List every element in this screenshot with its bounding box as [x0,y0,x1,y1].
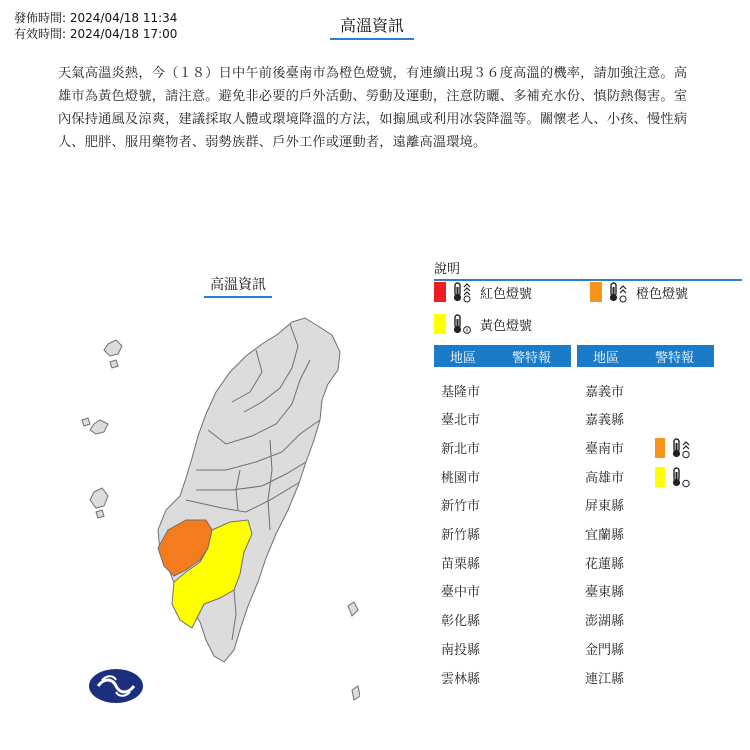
header-region-right: 地區 [593,350,620,366]
map-title: 高溫資訊 [204,274,272,298]
region-name: 苗栗縣 [441,556,481,572]
header-warning: 警特報 [512,350,552,366]
thermometer-yellow-icon [452,313,474,335]
region-name: 金門縣 [585,642,625,658]
cwa-logo [88,668,144,704]
table-row [585,466,624,486]
warning-indicator [655,466,693,488]
region-name: 彰化縣 [441,614,481,630]
description-text: 天氣高溫炎熱，今（１８）日中午前後臺南市為橙色燈號，有連續出現３６度高溫的機率，請加強注意。高雄市為黃色燈號，請注意。避免非必要的戶外活動、勞動及運動，注意防曬、多補充水份、慎防熱傷害。室內保持通風及涼爽，建議採取人體或環境降溫的方法，如搧風或利用冰袋降溫等。關懷老人、小孩、慢性病人、肥胖、服用藥物者、弱勢族群、戶外工作或運動者，遠離高溫環境。 [58,66,688,150]
table-row [441,466,480,486]
valid-time: 有效時間: 2024/04/18 17:00 [14,27,178,41]
thermometer-orange-icon [671,437,693,459]
thermometer-orange-icon [608,281,630,303]
table-row [441,495,480,515]
issued-time: 發佈時間: 2024/04/18 11:34 [14,11,178,25]
table-row [441,552,480,572]
region-name: 桃園市 [441,470,481,486]
legend-yellow-swatch [434,314,446,334]
region-name: 臺南市 [585,441,625,457]
table-row [585,610,624,630]
page-title: 高溫資訊 [330,13,414,40]
table-row [441,581,480,601]
region-name: 連江縣 [585,671,625,687]
region-name: 南投縣 [441,642,481,658]
region-name: 澎湖縣 [585,614,625,630]
header-warning-right: 警特報 [655,350,695,366]
region-name: 花蓮縣 [585,556,625,572]
region-name: 宜蘭縣 [585,528,625,543]
thermometer-yellow-icon [671,466,693,488]
legend-orange-label: 橙色燈號 [636,286,689,302]
region-name: 屏東縣 [585,499,625,515]
table-row [585,638,624,658]
region-name: 臺北市 [441,413,481,429]
region-name: 基隆市 [441,384,481,400]
region-name: 臺中市 [441,585,481,601]
table-row [585,495,624,515]
table-row [441,667,480,687]
table-row [585,437,624,457]
region-name: 新北市 [441,441,481,457]
table-header-left [434,345,571,367]
warning-indicator [655,437,693,459]
table-row [585,667,624,687]
taiwan-map [60,300,360,720]
region-name: 嘉義市 [585,384,625,400]
region-name: 高雄市 [585,470,625,486]
table-row [441,380,480,400]
warning-swatch [655,467,665,487]
legend-orange [590,281,688,303]
legend-orange-swatch [590,282,602,302]
region-name: 臺東縣 [585,585,625,601]
table-row [441,524,480,544]
table-row [585,409,624,429]
table-row [585,524,624,544]
region-name: 新竹市 [441,499,481,515]
table-row [585,581,624,601]
legend-title: 說明 [434,258,742,281]
region-name: 嘉義縣 [585,413,625,429]
table-row [441,610,480,630]
table-row [585,552,624,572]
timestamp-block [14,10,177,42]
table-row [441,638,480,658]
header-region: 地區 [450,350,477,366]
table-row [585,380,624,400]
warning-swatch [655,438,665,458]
legend-yellow-label: 黃色燈號 [480,318,533,334]
table-header-right [577,345,714,367]
region-name: 新竹縣 [441,528,481,543]
thermometer-red-icon [452,281,474,303]
region-name: 雲林縣 [441,671,481,687]
legend-red [434,281,532,303]
legend-red-swatch [434,282,446,302]
table-row [441,409,480,429]
legend-yellow [434,313,532,335]
legend-red-label: 紅色燈號 [480,286,533,302]
table-row [441,437,480,457]
